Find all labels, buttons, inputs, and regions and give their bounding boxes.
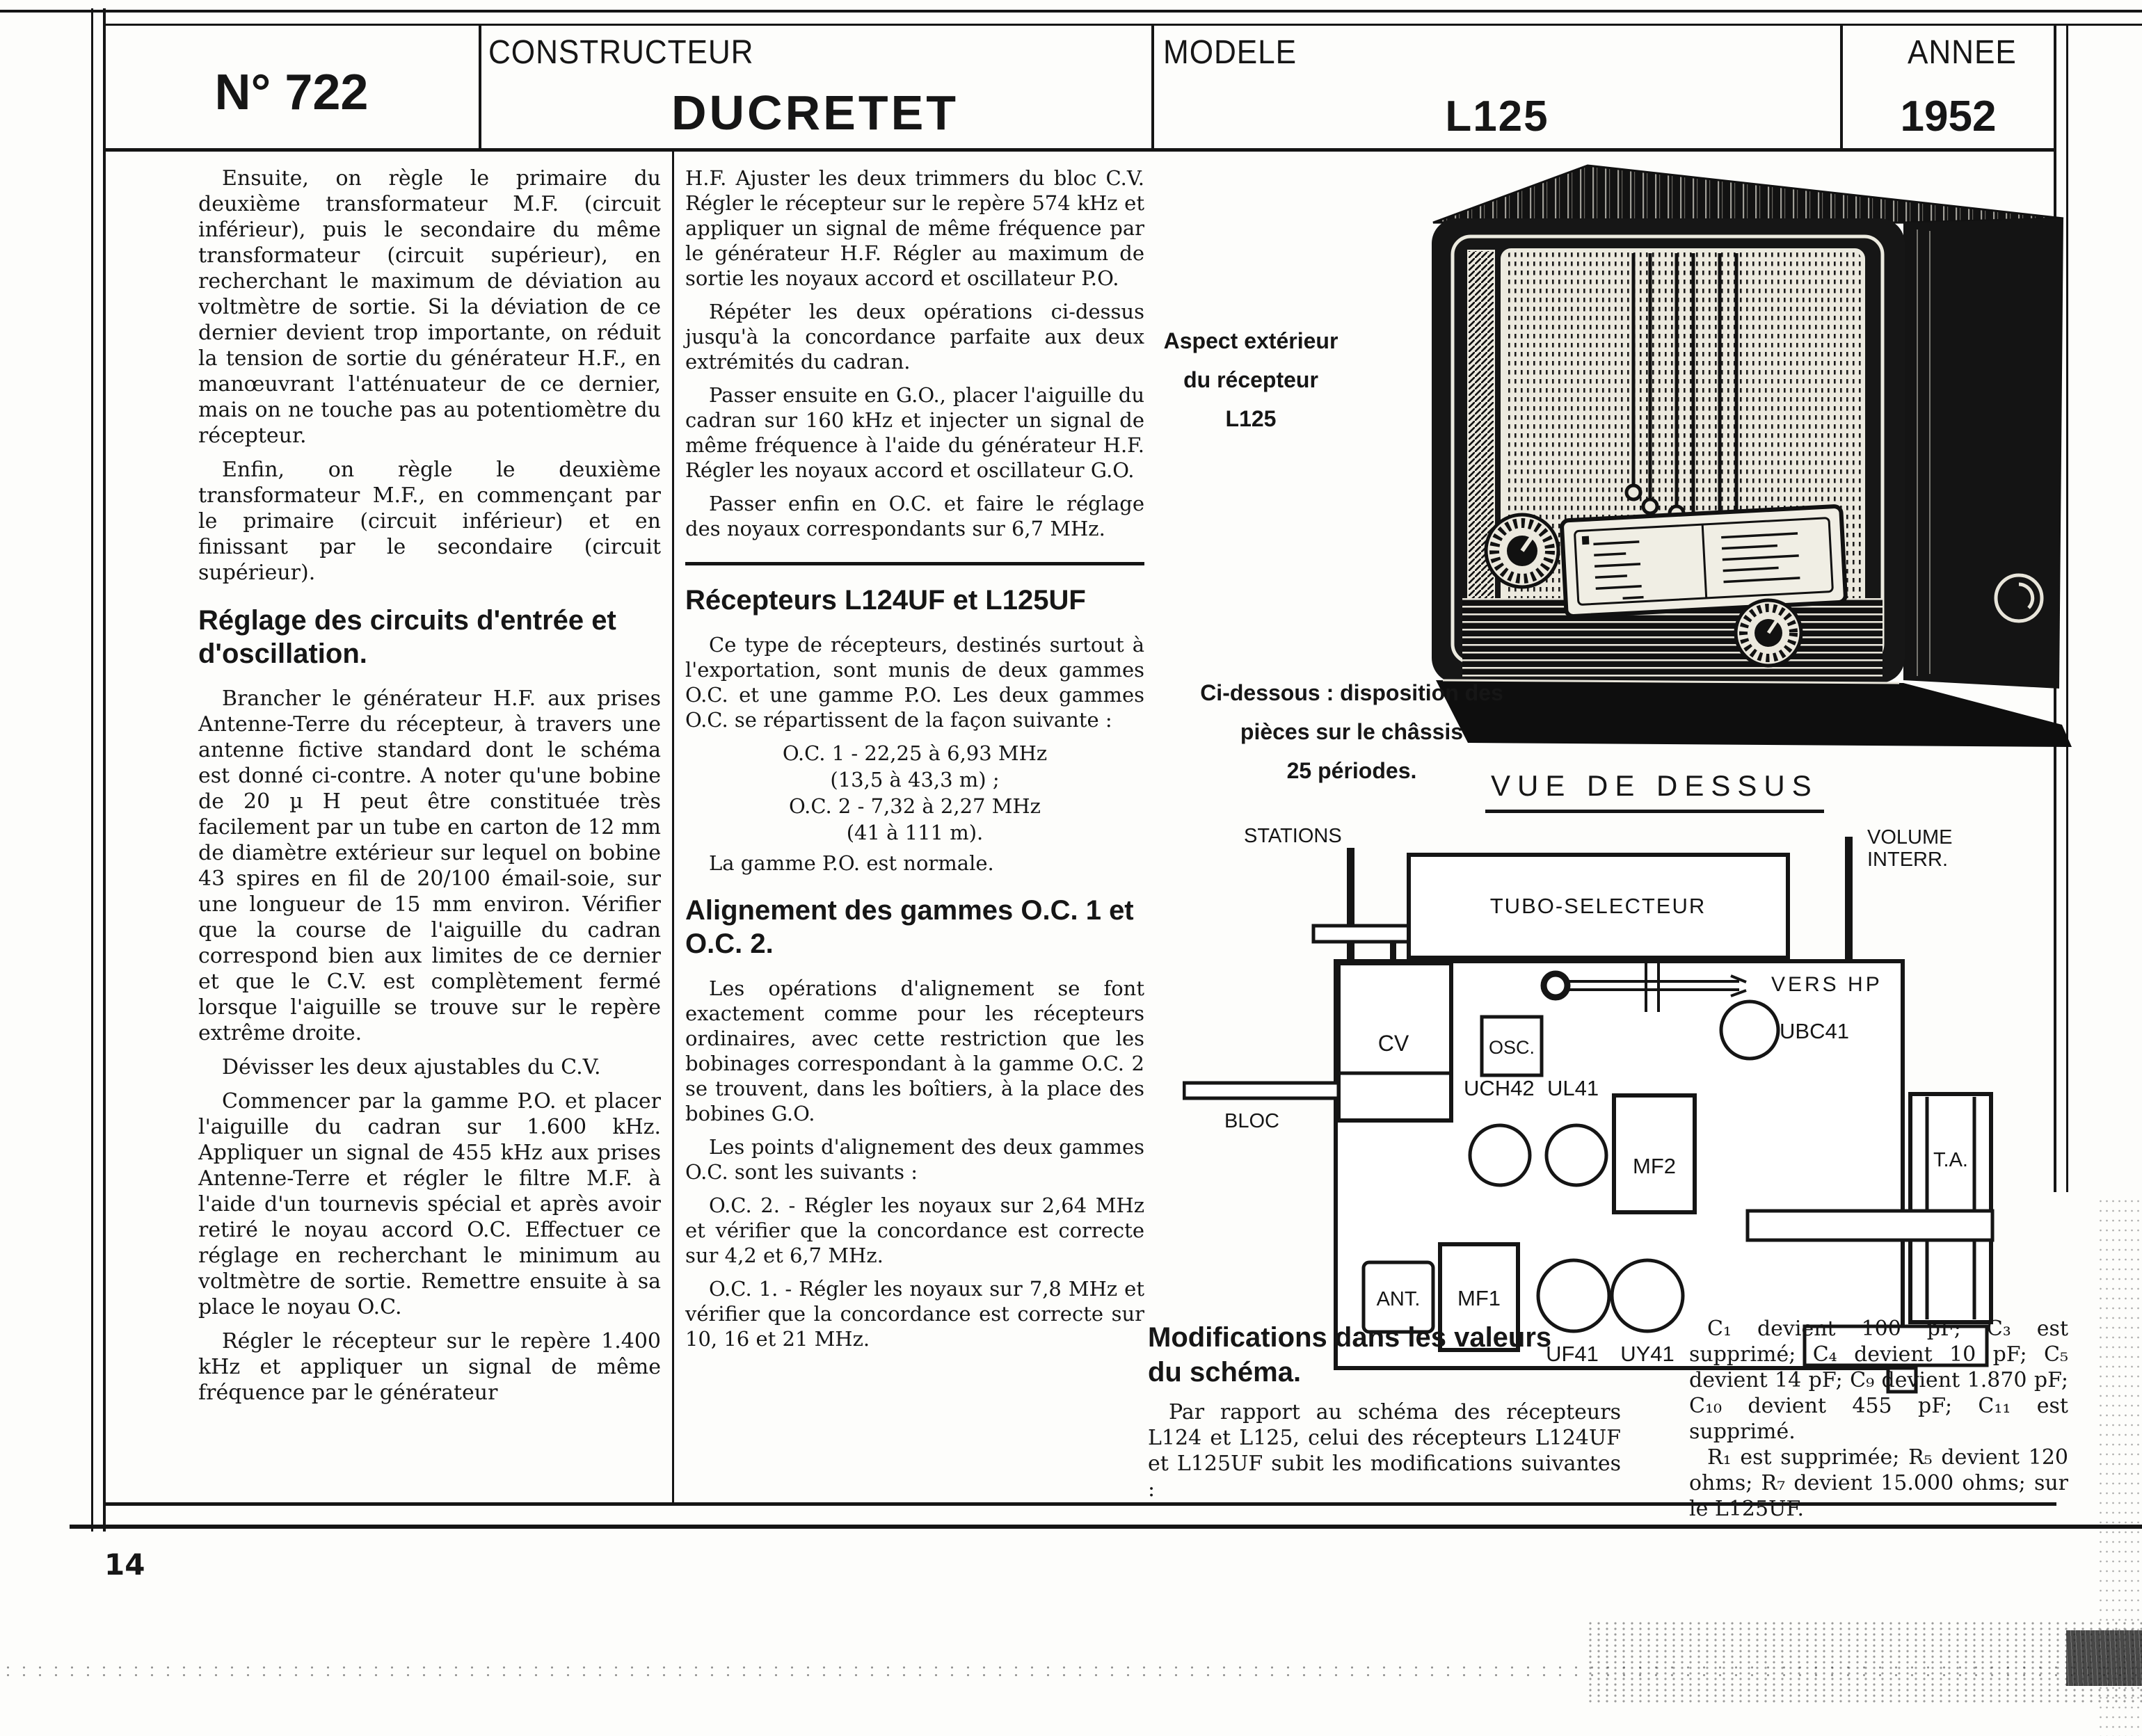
mods-heading <box>1148 1320 1621 1390</box>
paragraph: R₁ est supprimée; R₅ devient 120 ohms; R₇ devient 15.000 ohms; sur le L125UF. <box>1689 1445 2068 1521</box>
paragraph: Enfin, on règle le deuxième transformateur M.F., en commençant par le primaire (circuit inférieur) et en finissant par le secondaire (circuit supérieur). <box>198 458 661 585</box>
cv-label: CV <box>1377 1031 1409 1056</box>
radio-right-knob <box>1736 600 1801 666</box>
volume-label: VOLUME <box>1867 826 1953 849</box>
radio-caption-line: L125 <box>1225 406 1277 431</box>
interr-label: INTERR. <box>1867 849 1948 871</box>
mods-values <box>1689 1316 2068 1522</box>
mods-paragraph <box>1148 1399 1621 1502</box>
chassis-caption-line: Ci-dessous : disposition des <box>1200 680 1503 705</box>
paragraph: Les points d'alignement des deux gammes O.C. sont les suivants : <box>685 1135 1144 1184</box>
radio-top-face <box>1433 166 2063 223</box>
annee-label: ANNEE <box>1908 34 2017 71</box>
chassis-caption-line: pièces sur le châssis <box>1240 719 1464 744</box>
scan-noise-patch <box>1586 1621 2142 1704</box>
paragraph: Par rapport au schéma des récepteurs L124 et L125, celui des récepteurs L124UF et L125UF subit les modifications suivantes : <box>1148 1400 1621 1502</box>
ta-bracket <box>1748 1211 1992 1240</box>
ubc41-label: UBC41 <box>1780 1019 1849 1043</box>
stations-shaft <box>1347 848 1354 965</box>
chassis-diagram-svg <box>1183 824 2024 1395</box>
paragraph: Les opérations d'alignement se font exactement comme pour les récepteurs ordinaires, avec cette restriction que les bobinages correspondant à la gamme O.C. 2 se trouvent, dans les boîtiers, à la place des bobines G.O. <box>685 976 1144 1125</box>
paragraph: C₁ devient 100 pF; C₃ est supprimé; C₄ devient 10 pF; C₅ devient 14 pF; C₉ devient 1.870 pF; C₁₀ devient 455 pF; C₁₁ est supprimé. <box>1689 1317 2068 1444</box>
radio-side-knob <box>1996 575 2042 621</box>
oc-range-line: O.C. 1 - 22,25 à 6,93 MHz <box>782 741 1048 765</box>
top-rule-1 <box>0 10 2142 13</box>
ul41-label: UL41 <box>1547 1076 1599 1100</box>
paragraph: Dévisser les deux ajustables du C.V. <box>222 1055 601 1079</box>
left-border-inner <box>103 8 106 1532</box>
ta-label: T.A. <box>1933 1149 1968 1171</box>
mods-heading-line: Modifications dans les valeurs <box>1148 1322 1552 1353</box>
ta-box <box>1910 1094 1991 1322</box>
constructeur-value: DUCRETET <box>671 86 959 140</box>
mods-heading-line: du schéma. <box>1148 1357 1302 1388</box>
radio-bezel-strip <box>1468 250 1494 644</box>
radio-caption-line: Aspect extérieur <box>1163 328 1338 353</box>
column-divider <box>672 152 674 1502</box>
page-number: 14 <box>104 1548 145 1582</box>
bloc-arm <box>1184 1083 1338 1098</box>
section-rule <box>685 562 1144 565</box>
oc-range-line: (13,5 à 43,3 m) ; <box>830 768 1000 791</box>
paragraph: Passer enfin en O.C. et faire le réglage des noyaux correspondants sur 6,7 MHz. <box>685 492 1144 540</box>
paragraph: O.C. 2. - Régler les noyaux sur 2,64 MHz et vérifier que la concordance est correcte sur 4,2 et 6,7 MHz. <box>685 1194 1144 1267</box>
paragraph: Régler le récepteur sur le repère 1.400 kHz et appliquer un signal de même fréquence par le générateur <box>198 1329 661 1405</box>
uf41-label: UF41 <box>1546 1342 1599 1366</box>
paragraph: Brancher le générateur H.F. aux prises Antenne-Terre du récepteur, à travers une antenne fictive standard dont le schéma est donné ci-contre. A noter qu'une bobine de 20 µ H peut être constituée très facilement par un tube en carton de 12 mm de diamètre extérieur sur lequel on bobine 43 spires en fil de 20/100 émail-soie, sur une longueur de 15 mm environ. Vérifier que la course de l'aiguille du cadran correspond bien aux limites de ce dernier et que le C.V. est complètement fermé lorsque l'aiguille se trouve sur le repère extrême droite. <box>198 686 661 1045</box>
paragraph: Commencer par la gamme P.O. et placer l'aiguille du cadran sur 1.600 kHz. Appliquer un signal de 455 kHz aux prises Antenne-Terre et régler le filtre M.F. à l'aide d'un tournevis spécial et après avoir retiré le noyau accord O.C. Effectuer ce réglage en recherchant le minimum au voltmètre de sortie. Remettre ensuite à sa place le noyau O.C. <box>198 1089 661 1319</box>
radio-left-knob <box>1486 515 1558 587</box>
tubo-selecteur-label: TUBO-SELECTEUR <box>1489 894 1707 918</box>
top-rule-2 <box>104 24 2142 26</box>
chassis-diagram <box>1183 824 2024 1395</box>
paragraph: Ensuite, on règle le primaire du deuxième transformateur M.F. (circuit inférieur), puis le secondaire du même transformateur (circuit supérieur), en recherchant le maximum de déviation au voltmètre de sortie. Si la déviation de ce dernier devient trop importante, on réduit la tension de sortie du générateur H.F., en manœuvrant l'atténuateur de ce dernier, mais on ne touche pas au potentiomètre du récepteur. <box>198 166 661 448</box>
radio-dial <box>1562 506 1846 617</box>
radio-caption-line: du récepteur <box>1183 367 1318 392</box>
column-2 <box>685 166 1144 1360</box>
left-border-outer <box>91 8 93 1532</box>
paragraph: Répéter les deux opérations ci-dessus jusqu'à la concordance parfaite aux deux extrémités du cadran. <box>685 300 1144 373</box>
stations-label: STATIONS <box>1244 825 1342 847</box>
bloc-label: BLOC <box>1224 1110 1279 1132</box>
vue-de-dessus-title: VUE DE DESSUS <box>1485 769 1824 813</box>
modele-value: L125 <box>1445 93 1549 140</box>
osc-label: OSC. <box>1488 1037 1535 1058</box>
column-1 <box>198 166 661 1414</box>
oc-range-line: (41 à 111 m). <box>846 821 984 844</box>
mf2-label: MF2 <box>1633 1154 1676 1178</box>
paragraph: Ce type de récepteurs, destinés surtout à l'exportation, sont munis de deux gammes O.C. et une gamme P.O. Les deux gammes O.C. se répartissent de la façon suivante : <box>685 633 1144 732</box>
radio-caption <box>1160 321 1341 438</box>
paragraph: O.C. 1. - Régler les noyaux sur 7,8 MHz et vérifier que la concordance est correcte sur 10, 16 et 21 MHz. <box>685 1277 1144 1351</box>
modele-label: MODELE <box>1163 34 1297 71</box>
section-heading-alignement: Alignement des gammes O.C. 1 et O.C. 2. <box>685 895 1134 959</box>
mf1-label: MF1 <box>1457 1286 1501 1310</box>
chassis-caption-line: 25 périodes. <box>1286 758 1417 783</box>
bottom-rule-2 <box>70 1525 2142 1529</box>
paragraph: La gamme P.O. est normale. <box>709 851 994 875</box>
ant-label: ANT. <box>1376 1288 1421 1310</box>
oc-range-line: O.C. 2 - 7,32 à 2,27 MHz <box>789 794 1041 818</box>
radio-side-face <box>1903 218 2063 689</box>
paragraph: Passer ensuite en G.O., placer l'aiguille du cadran sur 160 kHz et injecter un signal de même fréquence à l'aide du générateur H.F. Régler les noyaux accord et oscillateur G.O. <box>685 383 1144 482</box>
scan-noise-edge <box>2097 1196 2142 1736</box>
paragraph: H.F. Ajuster les deux trimmers du bloc C.V. Régler le récepteur sur le repère 574 kHz et appliquer un signal de même fréquence par le générateur H.F. Régler au maximum de sortie les noyaux accord et oscillateur P.O. <box>685 166 1144 290</box>
section-heading-reglage: Réglage des circuits d'entrée et d'oscillation. <box>198 605 616 669</box>
uch42-label: UCH42 <box>1464 1076 1535 1100</box>
sheet-number: N° 722 <box>214 65 369 120</box>
constructeur-label: CONSTRUCTEUR <box>488 34 754 71</box>
volume-shaft <box>1845 837 1853 966</box>
section-heading-recepteurs: Récepteurs L124UF et L125UF <box>685 585 1086 616</box>
uy41-label: UY41 <box>1620 1342 1675 1366</box>
annee-value: 1952 <box>1900 93 1997 140</box>
vers-hp-label: VERS HP <box>1771 973 1883 996</box>
